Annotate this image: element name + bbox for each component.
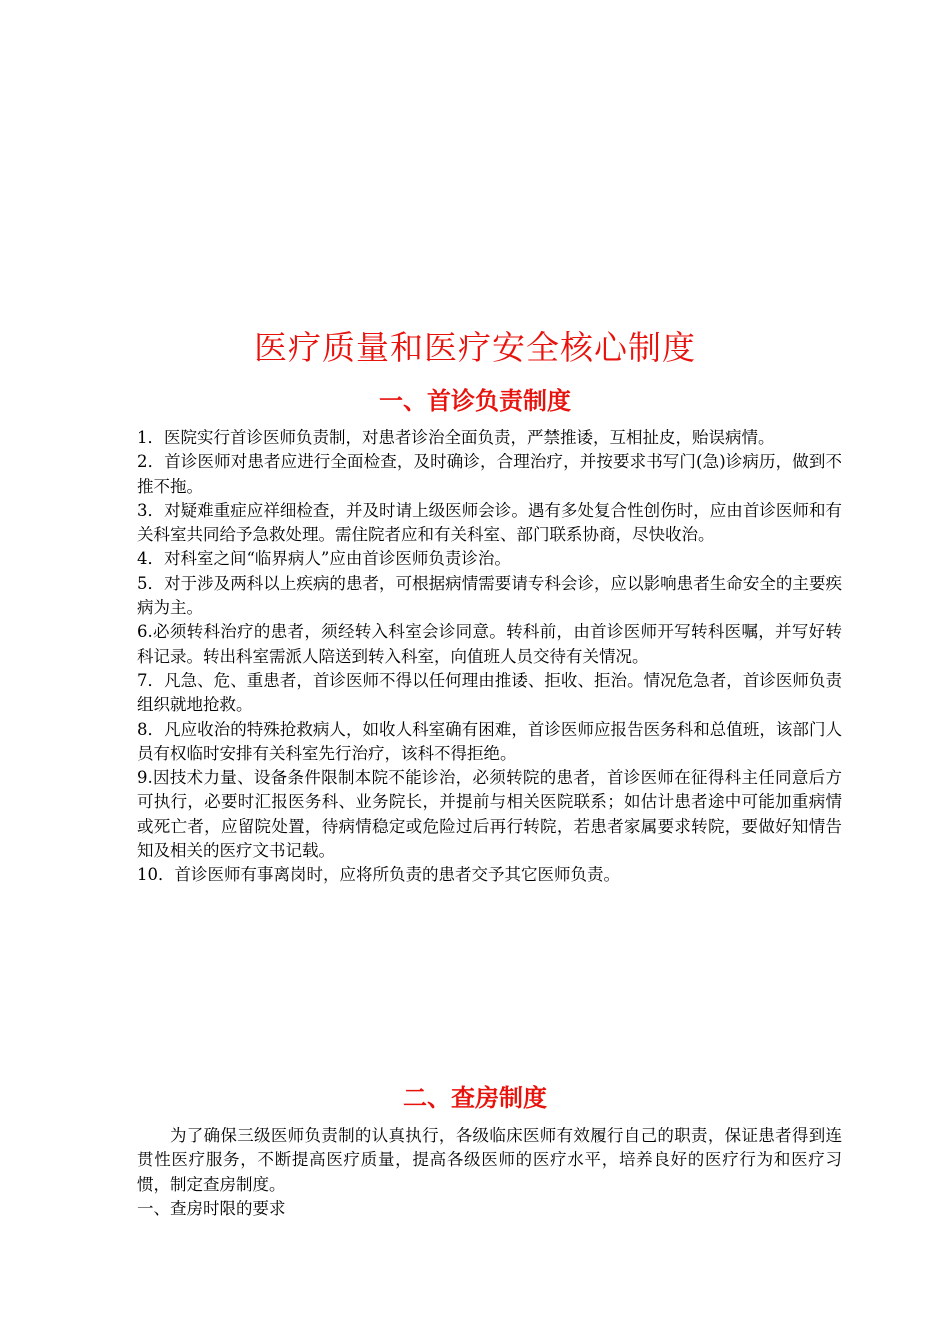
section-2-subheading: 一、查房时限的要求 [137, 1198, 286, 1218]
section-2-heading: 二、查房制度 [403, 1083, 547, 1112]
section-1-heading: 一、首诊负责制度 [379, 386, 571, 415]
section-2-intro: 为了确保三级医师负责制的认真执行，各级临床医师有效履行自己的职责，保证患者得到连贯性医疗服务，不断提高医疗质量，提高各级医师的医疗水平，培养良好的医疗行为和医疗习惯，制定查房制度。 [137, 1126, 842, 1194]
list-item: 10．首诊医师有事离岗时，应将所负责的患者交予其它医师负责。 [137, 865, 620, 885]
section-1-list [137, 426, 842, 888]
section-2-body [137, 1124, 842, 1221]
list-item: 6.必须转科治疗的患者，须经转入科室会诊同意。转科前，由首诊医师开写转科医嘱，并写好转科记录。转出科室需派人陪送到转入科室，向值班人员交待有关情况。 [137, 622, 842, 666]
list-item: 3．对疑难重症应祥细检查，并及时请上级医师会诊。遇有多处复合性创伤时，应由首诊医师和有关科室共同给予急救处理。需住院者应和有关科室、部门联系协商，尽快收治。 [137, 500, 842, 545]
list-item: 5．对于涉及两科以上疾病的患者，可根据病情需要请专科会诊，应以影响患者生命安全的主要疾病为主。 [137, 573, 842, 618]
list-item: 8．凡应收治的特殊抢救病人，如收人科室确有困难，首诊医师应报告医务科和总值班，该部门人员有权临时安排有关科室先行治疗，该科不得拒绝。 [137, 719, 842, 763]
list-item: 7．凡急、危、重患者，首诊医师不得以任何理由推诿、拒收、拒治。情况危急者，首诊医师负责组织就地抢救。 [137, 670, 842, 715]
list-item: 2．首诊医师对患者应进行全面检查，及时确诊，合理治疗，并按要求书写门(急)诊病历，做到不推不拖。 [137, 452, 842, 496]
document-title: 医疗质量和医疗安全核心制度 [254, 328, 696, 368]
list-item: 9.因技术力量、设备条件限制本院不能诊治，必须转院的患者，首诊医师在征得科主任同意后方可执行，必要时汇报医务科、业务院长，并提前与相关医院联系；如估计患者途中可能加重病情或死亡者，应留院处置，待病情稳定或危险过后再行转院，若患者家属要求转院，要做好知情告知及相关的医疗文书记载。 [137, 768, 842, 861]
list-item: 1．医院实行首诊医师负责制，对患者诊治全面负责，严禁推诿，互相扯皮，贻误病情。 [137, 428, 775, 447]
list-item: 4．对科室之间“临界病人”应由首诊医师负责诊治。 [137, 549, 511, 569]
